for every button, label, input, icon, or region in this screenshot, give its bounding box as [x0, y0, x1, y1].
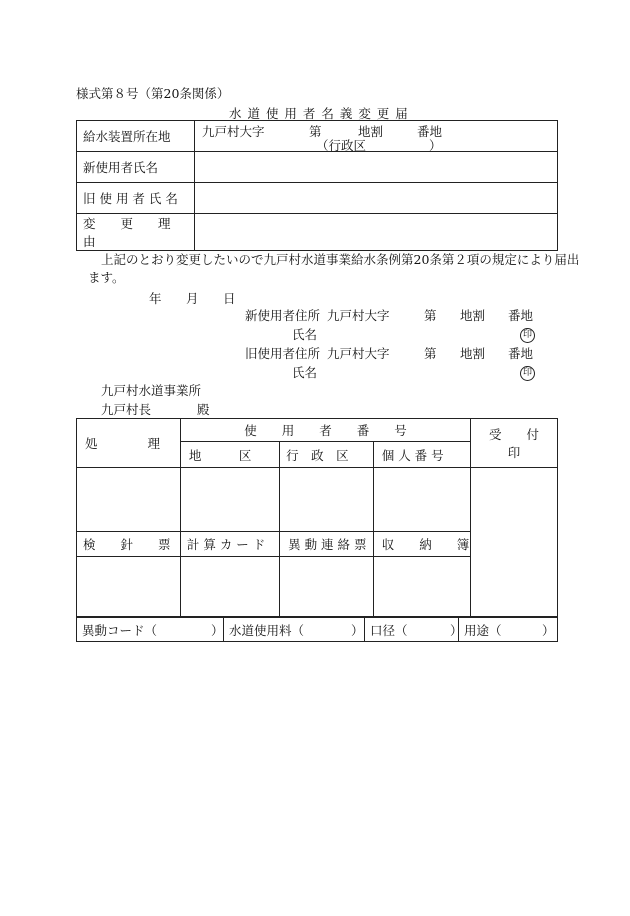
addressee-office: 九戸村水道事業所	[101, 383, 202, 398]
processing-table	[76, 418, 565, 617]
admin-district-close: ）	[429, 138, 442, 153]
applicant-table	[76, 120, 558, 251]
date-day: 日	[223, 291, 236, 306]
personal-number-label: 個 人 番 号	[373, 442, 470, 468]
water-fee-label: 水道使用料（	[229, 623, 305, 638]
usage-field[interactable]	[459, 618, 558, 642]
change-code-close: ）	[211, 623, 224, 638]
code-row-table	[76, 617, 558, 642]
calc-card-cell[interactable]	[180, 557, 279, 617]
addressee-mayor: 九戸村長	[101, 402, 152, 417]
old-user-dai: 第	[424, 346, 437, 361]
new-user-address-label: 新使用者住所	[245, 308, 321, 323]
old-user-name-field[interactable]	[195, 183, 558, 214]
processing-label: 処 理	[77, 419, 181, 468]
admin-district-label: 行 政 区	[280, 442, 374, 468]
usage-label: 用途（	[464, 623, 502, 638]
old-user-address-label: 旧使用者住所	[245, 346, 321, 361]
reception-seal-cell[interactable]	[471, 468, 558, 617]
new-user-name-field[interactable]	[195, 152, 558, 183]
change-reason-field[interactable]	[195, 214, 558, 251]
new-user-name-label-2: 氏名	[292, 327, 318, 342]
change-reason-label: 変 更 理 由	[77, 214, 195, 251]
old-user-village: 九戸村大字	[327, 346, 390, 361]
new-user-seal-icon	[520, 325, 535, 343]
diameter-label: 口径（	[370, 623, 408, 638]
form-title: 水 道 使 用 者 名 義 変 更 届	[229, 106, 409, 121]
location-banchi: 番地	[417, 124, 443, 139]
processing-cell[interactable]	[77, 468, 181, 532]
new-user-banchi: 番地	[508, 308, 534, 323]
old-user-name-label: 旧 使 用 者 氏 名	[77, 183, 195, 214]
diameter-close: ）	[450, 623, 463, 638]
receipt-book-cell[interactable]	[373, 557, 470, 617]
old-user-chiwari: 地割	[460, 346, 486, 361]
new-user-village: 九戸村大字	[327, 308, 390, 323]
old-user-seal-text: 印	[520, 366, 535, 381]
old-user-banchi: 番地	[508, 346, 534, 361]
new-user-dai: 第	[424, 308, 437, 323]
district-label: 地 区	[180, 442, 279, 468]
statement-line-2: ます。	[88, 270, 125, 285]
meter-slip-cell[interactable]	[77, 557, 181, 617]
usage-close: ）	[542, 623, 555, 638]
new-user-chiwari: 地割	[460, 308, 486, 323]
change-slip-label: 異 動 連 絡 票	[280, 532, 374, 557]
addressee-honorific: 殿	[197, 402, 210, 417]
meter-slip-label: 検 針 票	[77, 532, 181, 557]
statement-line-1: 上記のとおり変更したいので九戸村水道事業給水条例第20条第２項の規定により届出	[101, 252, 580, 267]
location-chiwari: 地割	[358, 124, 384, 139]
water-fee-close: ）	[351, 623, 364, 638]
admin-district-open: （行政区	[316, 138, 367, 153]
location-dai: 第	[309, 124, 322, 139]
receipt-book-label: 収 納 簿	[373, 532, 470, 557]
diameter-field[interactable]	[365, 618, 463, 642]
date-month: 月	[186, 291, 199, 306]
change-code-label: 異動コード（	[82, 623, 158, 638]
location-label: 給水装置所在地	[77, 121, 195, 152]
admin-district-cell[interactable]	[280, 468, 374, 532]
calc-card-label: 計 算 カ ー ド	[180, 532, 279, 557]
location-cell	[195, 121, 558, 152]
location-village: 九戸村大字	[202, 124, 265, 139]
date-year: 年	[149, 291, 162, 306]
new-user-name-label: 新使用者氏名	[77, 152, 195, 183]
reception-seal-label: 受 付 印	[471, 419, 558, 468]
new-user-seal-text: 印	[520, 328, 535, 343]
change-code-field[interactable]	[77, 618, 224, 642]
water-fee-field[interactable]	[224, 618, 365, 642]
old-user-seal-icon	[520, 363, 535, 381]
change-slip-cell[interactable]	[280, 557, 374, 617]
form-number: 様式第８号（第20条関係）	[76, 86, 230, 101]
user-number-label: 使 用 者 番 号	[180, 419, 470, 442]
old-user-name-label-2: 氏名	[292, 365, 318, 380]
personal-number-cell[interactable]	[373, 468, 470, 532]
district-cell[interactable]	[180, 468, 279, 532]
